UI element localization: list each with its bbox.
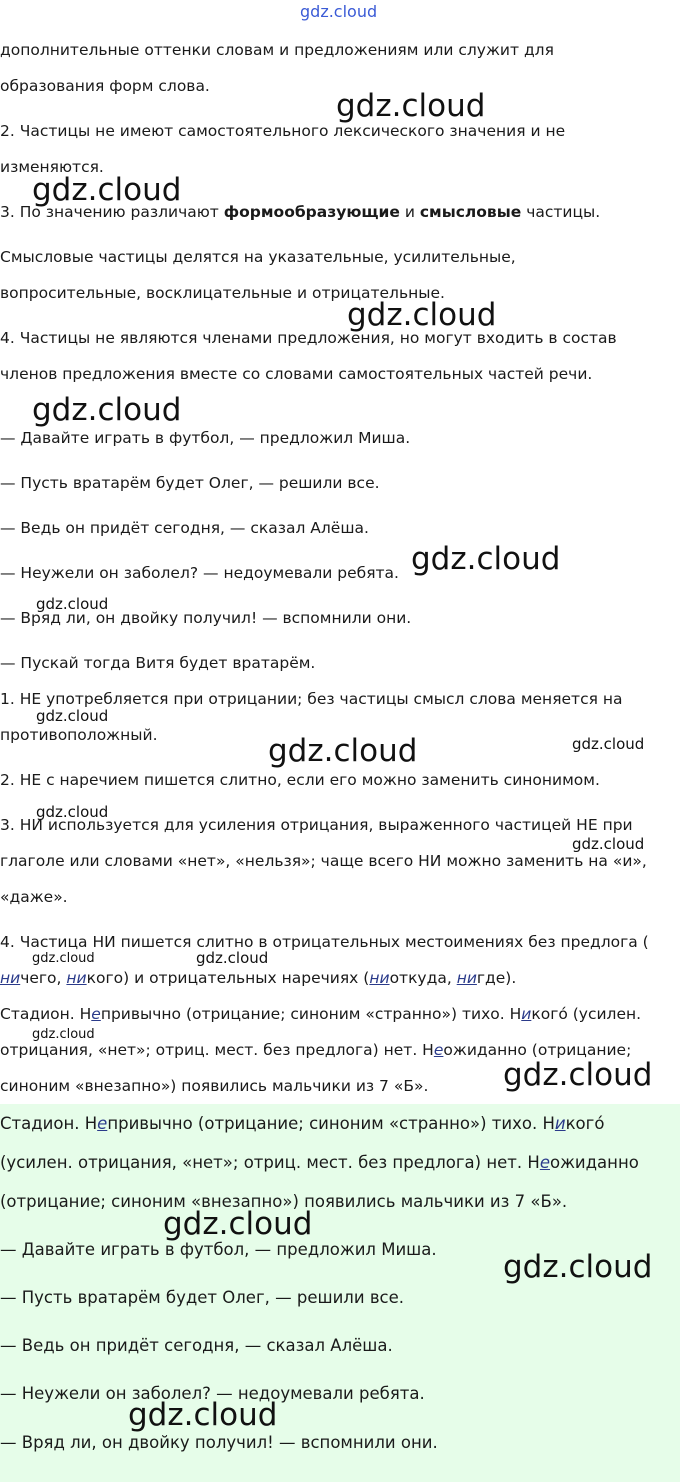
dialogue-line: — Неужели он заболел? — недоумевали ребята. bbox=[0, 564, 399, 582]
theory-text: 2. Частицы не имеют самостоятельного лексического значения и не bbox=[0, 122, 566, 140]
answer-dialogue-line: — Ведь он придёт сегодня, — сказал Алёша. bbox=[0, 1336, 393, 1355]
answer-dialogue-line: — Пусть вратарём будет Олег, — решили все. bbox=[0, 1288, 405, 1307]
dialogue-line: — Ведь он придёт сегодня, — сказал Алёша. bbox=[0, 519, 369, 537]
watermark: gdz.cloud bbox=[503, 1249, 653, 1285]
example-text: отрицания, «нет»; отриц. мест. без предлога) нет. Неожиданно (отрицание; bbox=[0, 1041, 632, 1059]
watermark: gdz.cloud bbox=[128, 1397, 278, 1433]
theory-text: образования форм слова. bbox=[0, 77, 210, 95]
underlined-morpheme: ни bbox=[66, 969, 87, 987]
rule-text: 4. Частица НИ пишется слитно в отрицательных местоимениях без предлога ( bbox=[0, 933, 649, 951]
rule-text: 2. НЕ с наречием пишется слитно, если его можно заменить синонимом. bbox=[0, 771, 600, 789]
watermark: gdz.cloud bbox=[36, 707, 109, 725]
underlined-letter: и bbox=[554, 1114, 566, 1133]
theory-text: вопросительные, восклицательные и отрицательные. bbox=[0, 284, 445, 302]
underlined-letter: е bbox=[97, 1114, 108, 1133]
theory-text: Смысловые частицы делятся на указательные, усилительные, bbox=[0, 248, 516, 266]
answer-text: (усилен. отрицания, «нет»; отриц. мест. без предлога) нет. Неожиданно bbox=[0, 1153, 639, 1172]
underlined-morpheme: ни bbox=[0, 969, 21, 987]
bold-term: формообразующие bbox=[223, 203, 400, 221]
watermark: gdz.cloud bbox=[347, 297, 497, 333]
watermark: gdz.cloud bbox=[36, 803, 109, 821]
watermark: gdz.cloud bbox=[32, 951, 95, 966]
rule-text: противоположный. bbox=[0, 726, 158, 744]
theory-text: 4. Частицы не являются членами предложения, но могут входить в состав bbox=[0, 329, 617, 347]
dialogue-line: — Давайте играть в футбол, — предложил Миша. bbox=[0, 429, 411, 447]
dialogue-line: — Вряд ли, он двойку получил! — вспомнили они. bbox=[0, 609, 412, 627]
watermark: gdz.cloud bbox=[32, 392, 182, 428]
answer-dialogue-line: — Вряд ли, он двойку получил! — вспомнили они. bbox=[0, 1433, 438, 1452]
underlined-morpheme: ни bbox=[369, 969, 390, 987]
answer-text: Стадион. Непривычно (отрицание; синоним «странно») тихо. Никого́ bbox=[0, 1114, 605, 1133]
watermark: gdz.cloud bbox=[163, 1206, 313, 1242]
rule-text: глаголе или словами «нет», «нельзя»; чаще всего НИ можно заменить на «и», bbox=[0, 852, 647, 870]
rule-text: «даже». bbox=[0, 888, 68, 906]
watermark: gdz.cloud bbox=[336, 88, 486, 124]
example-text: Стадион. Непривычно (отрицание; синоним «странно») тихо. Никого́ (усилен. bbox=[0, 1005, 642, 1023]
underlined-letter: е bbox=[539, 1153, 550, 1172]
watermark: gdz.cloud bbox=[572, 735, 645, 753]
theory-text: членов предложения вместе со словами самостоятельных частей речи. bbox=[0, 365, 593, 383]
dialogue-line: — Пускай тогда Витя будет вратарём. bbox=[0, 654, 316, 672]
watermark: gdz.cloud bbox=[411, 541, 561, 577]
underlined-letter: и bbox=[521, 1005, 532, 1023]
answer-text: (отрицание; синоним «внезапно») появились мальчики из 7 «Б». bbox=[0, 1192, 568, 1211]
answer-dialogue-line: — Давайте играть в футбол, — предложил Миша. bbox=[0, 1240, 437, 1259]
watermark: gdz.cloud bbox=[36, 595, 109, 613]
theory-text: дополнительные оттенки словам и предложениям или служит для bbox=[0, 41, 554, 59]
watermark: gdz.cloud bbox=[32, 1027, 95, 1042]
watermark-top: gdz.cloud bbox=[300, 2, 378, 21]
watermark: gdz.cloud bbox=[572, 835, 645, 853]
underlined-morpheme: ни bbox=[456, 969, 477, 987]
underlined-letter: е bbox=[91, 1005, 101, 1023]
theory-text: изменяются. bbox=[0, 158, 104, 176]
watermark: gdz.cloud bbox=[32, 172, 182, 208]
rule-example-words: ничего, никого) и отрицательных наречиях (ниоткуда, нигде). bbox=[0, 969, 517, 987]
rule-text: 3. НИ используется для усиления отрицания, выраженного частицей НЕ при bbox=[0, 816, 633, 834]
dialogue-line: — Пусть вратарём будет Олег, — решили все. bbox=[0, 474, 380, 492]
example-text: синоним «внезапно») появились мальчики из 7 «Б». bbox=[0, 1077, 429, 1095]
watermark: gdz.cloud bbox=[503, 1057, 653, 1093]
bold-term: смысловые bbox=[419, 203, 522, 221]
answer-dialogue-line: — Неужели он заболел? — недоумевали ребята. bbox=[0, 1384, 425, 1403]
rule-text: 1. НЕ употребляется при отрицании; без частицы смысл слова меняется на bbox=[0, 690, 623, 708]
underlined-letter: е bbox=[433, 1041, 444, 1059]
theory-paragraph-3: 3. По значению различают формообразующие и смысловые частицы. bbox=[0, 203, 601, 221]
watermark: gdz.cloud bbox=[268, 733, 418, 769]
watermark: gdz.cloud bbox=[196, 949, 269, 967]
